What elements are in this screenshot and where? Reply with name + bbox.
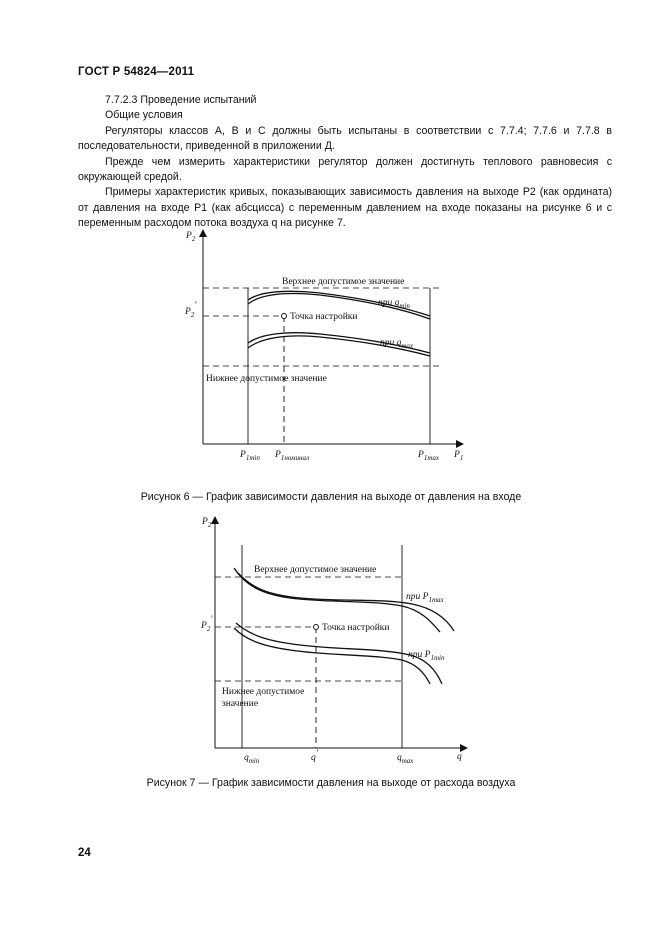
fig7-curve-p1min-a [234,628,430,684]
figure-6-caption: Рисунок 6 — График зависимости давления на выходе от давления на входе [140,491,522,503]
fig6-qmin-label: при $q_{min}$ [378,298,410,310]
fig7-setpoint-marker [314,625,319,630]
fig7-setpoint-label: Точка настройки [322,623,390,633]
subsection-heading: Общие условия [105,109,183,122]
fig6-qmax-label: при $q_{max}$ [380,338,414,350]
paragraph-3: Примеры характеристик кривых, показывающих зависимость давления на выходе P2 (как ордината) от давления на входе P1 (как абсцисса) с переменным давлением на входе показаны на рисунке 6 и с переменным расходом потока воздуха q на рисунке 7. [78,186,612,230]
figure-7-graph [0,512,662,767]
document-header: ГОСТ Р 54824—2011 [78,66,195,78]
fig7-qmin-label: $q_{min}$ [244,753,260,765]
fig6-x-axis-label: $P_1$ [454,450,464,462]
fig7-upper-limit-label: Верхнее допустимое значение [254,565,377,575]
fig6-setpoint-axis-label: $P_2'$ [185,301,197,319]
figure-6-graph [0,225,662,475]
fig7-qmax-label: $q_{max}$ [397,753,414,765]
fig6-upper-limit-label: Верхнее допустимое значение [282,277,405,287]
fig7-lower-limit-label-2: значение [222,699,259,709]
fig6-p1nom-label: $P_{1номинал}$ [275,450,310,462]
fig7-x-axis-label: q [457,752,462,762]
fig6-setpoint-marker [282,314,287,319]
paragraph-2: Прежде чем измерить характеристики регулятор должен достигнуть теплового равновесия с окружающей средой. [78,155,612,184]
body-text [78,93,612,232]
figure-7-caption: Рисунок 7 — График зависимости давления на выходе от расхода воздуха [146,777,516,789]
fig7-p1max-label: при $P_{1max}$ [406,592,444,604]
fig7-lower-limit-label-1: Нижнее допустимое [222,687,305,697]
fig6-p1max-label: $P_{1max}$ [418,450,439,462]
page-number: 24 [78,847,91,859]
fig6-setpoint-label: Точка настройки [290,312,358,322]
fig7-qnom-label: q′ [311,749,318,763]
fig6-p1min-label: $P_{1min}$ [240,450,260,462]
fig6-y-axis-label: $P_2$ [186,231,196,243]
fig7-p1min-label: при $P_{1min}$ [408,650,445,662]
fig7-y-axis-label: $P_2$ [202,517,212,529]
fig7-setpoint-axis-label: $P_2'$ [201,615,213,633]
fig6-lower-limit-label: Нижнее допустимое значение [206,374,327,384]
figure-6 [0,225,662,475]
section-heading: 7.7.2.3 Проведение испытаний [105,94,257,106]
paragraph-1: Регуляторы классов А, В и С должны быть испытаны в соответствии с 7.7.4; 7.7.6 и 7.7.8 в последовательности, приведенной в приложении Д. [78,124,612,153]
figure-7 [0,512,662,767]
